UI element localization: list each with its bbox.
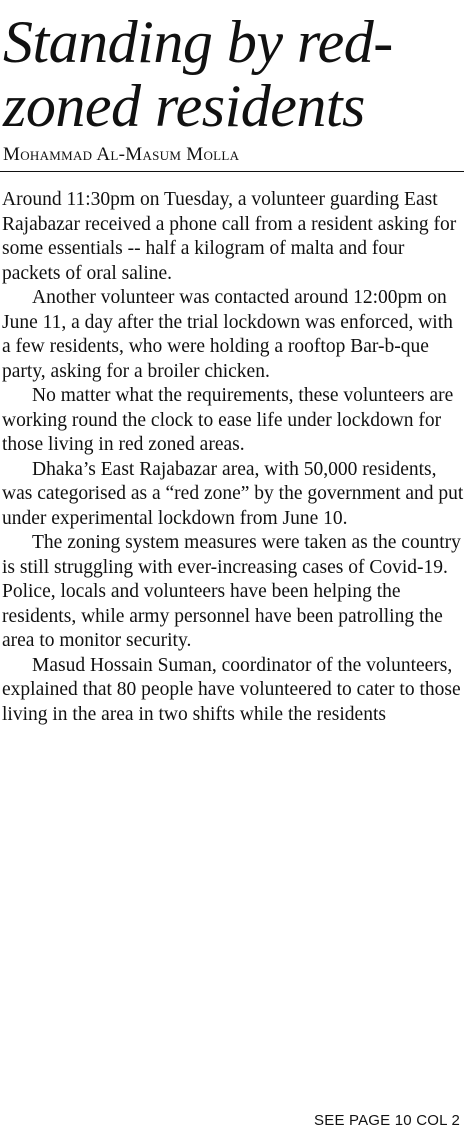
continuation-jump-line: SEE PAGE 10 COL 2 <box>314 1112 460 1129</box>
paragraph: Around 11:30pm on Tuesday, a volunteer guarding East Rajabazar received a phone call from a resident asking for some essentials -- half a kilogram of malta and four packets of oral saline. <box>2 189 457 284</box>
byline-divider <box>0 171 464 172</box>
paragraph: Dhaka’s East Rajabazar area, with 50,000 residents, was categorised as a “red zone” by the government and put under experimental lockdown from June 10. <box>2 458 464 529</box>
paragraph: The zoning system measures were taken as the country is still struggling with ever-increasing cases of Covid-19. Police, locals and volunteers have been helping the residents, while army personnel have been patrolling the area to monitor security. <box>2 532 461 651</box>
paragraph: Masud Hossain Suman, coordinator of the volunteers, explained that 80 people have volunteered to cater to those living in the area in two shifts while the residents <box>2 654 461 725</box>
article-body <box>2 188 464 727</box>
byline: Mohammad Al-Masum Molla <box>3 144 240 165</box>
headline: Standing by red-zoned residents <box>3 9 393 139</box>
paragraph: Another volunteer was contacted around 12:00pm on June 11, a day after the trial lockdown was enforced, with a few residents, who were holding a rooftop Bar-b-que party, asking for a broiler chicken. <box>2 287 453 382</box>
paragraph: No matter what the requirements, these volunteers are working round the clock to ease life under lockdown for those living in red zoned areas. <box>2 385 454 455</box>
